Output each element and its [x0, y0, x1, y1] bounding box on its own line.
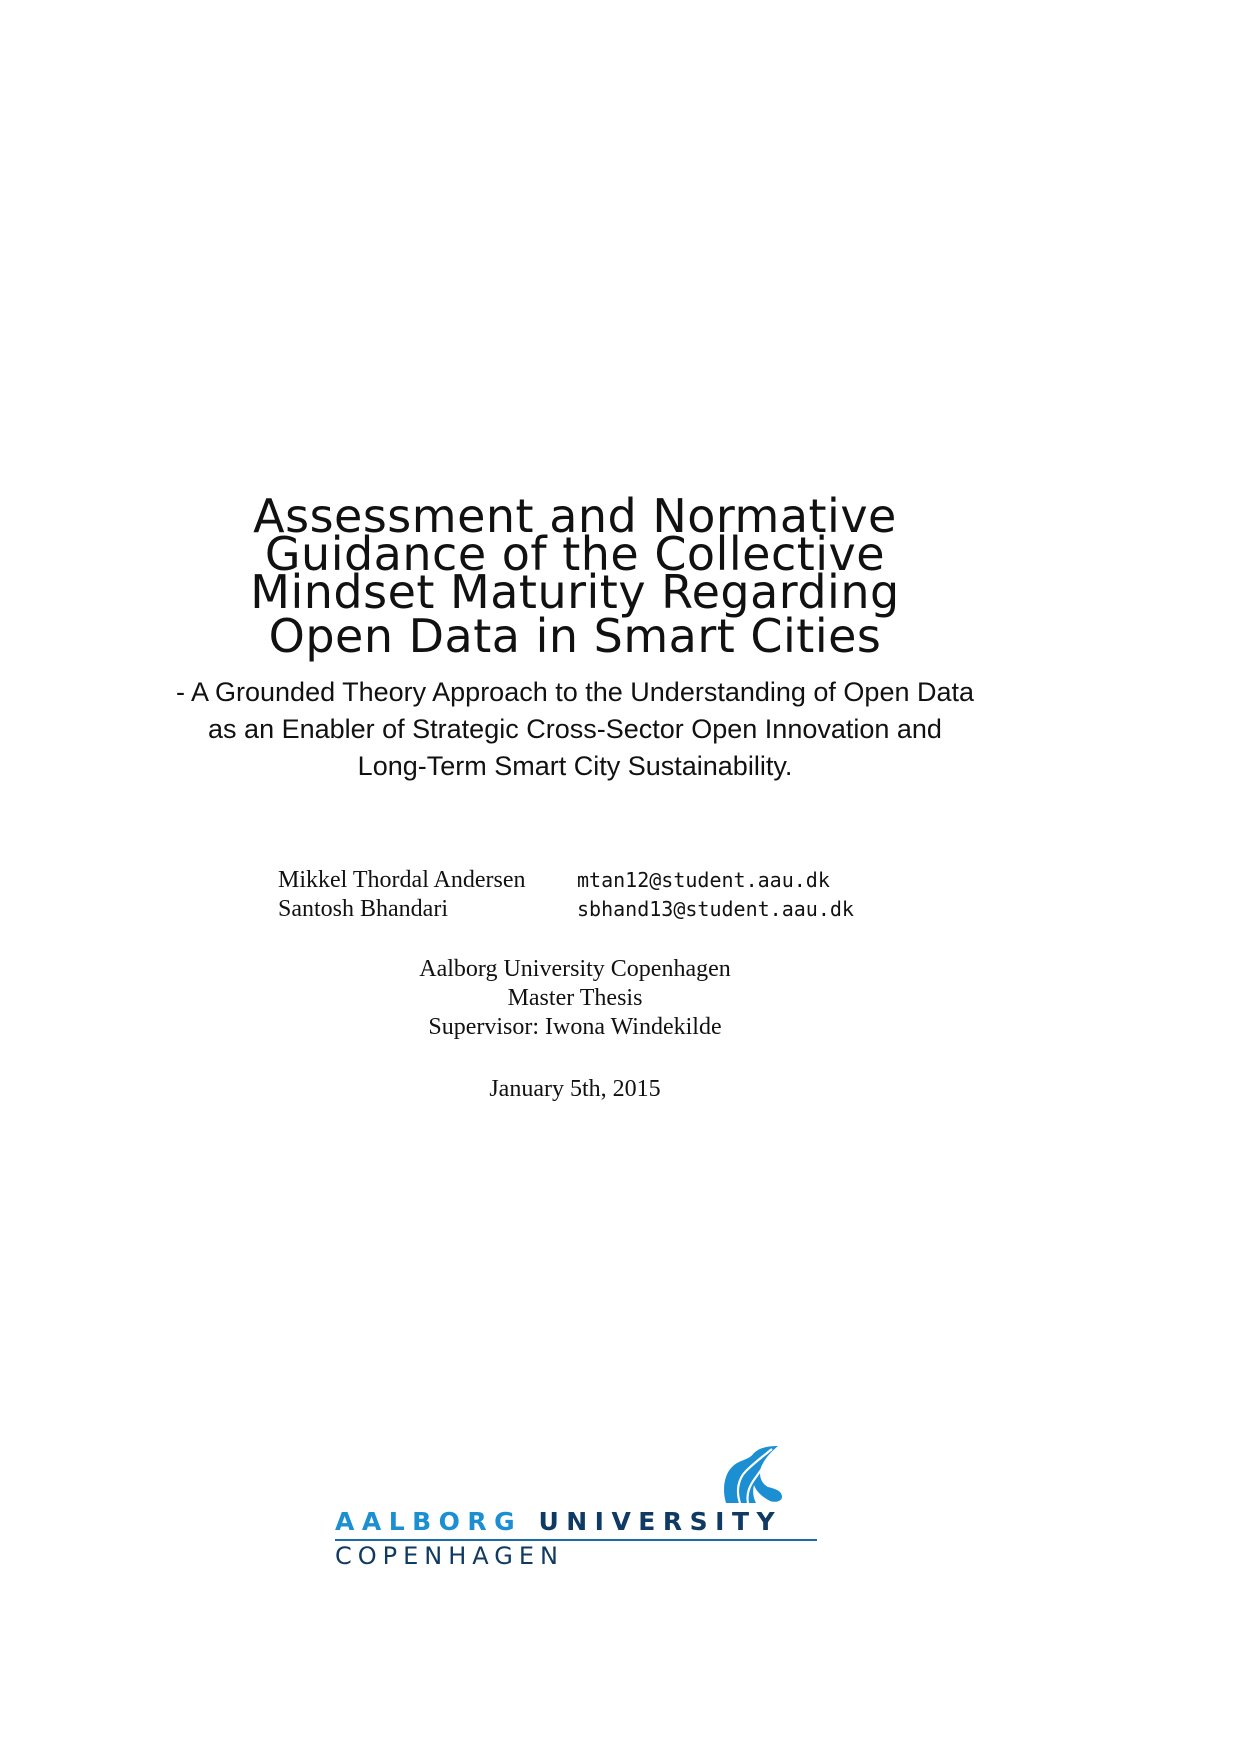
- author-email: sbhand13@student.aau.dk: [577, 897, 854, 921]
- subtitle-line: Long-Term Smart City Sustainability.: [357, 751, 793, 781]
- aau-waves-icon: [718, 1445, 788, 1505]
- supervisor: Supervisor: Iwona Windekilde: [428, 1014, 722, 1040]
- author-email: mtan12@student.aau.dk: [577, 868, 830, 892]
- title-line: Assessment and Normative: [253, 489, 897, 543]
- logo-campus: COPENHAGEN: [335, 1542, 564, 1570]
- institution-block: [0, 955, 1150, 1042]
- title-line: Open Data in Smart Cities: [268, 609, 882, 663]
- subtitle-line: - A Grounded Theory Approach to the Understanding of Open Data: [175, 677, 975, 707]
- logo-divider: [335, 1539, 817, 1541]
- thesis-subtitle: [0, 674, 1150, 785]
- title-line: Mindset Maturity Regarding: [250, 565, 900, 619]
- authors-table: [278, 866, 854, 924]
- thesis-type: Master Thesis: [507, 985, 643, 1011]
- author-name: Santosh Bhandari: [278, 896, 448, 922]
- author-row: [278, 895, 854, 924]
- aau-logo: [335, 1445, 820, 1570]
- logo-wordmark: AALBORG UNIVERSITY: [335, 1507, 783, 1536]
- thesis-title: [0, 489, 1150, 663]
- date: January 5th, 2015: [489, 1076, 661, 1102]
- subtitle-line: as an Enabler of Strategic Cross-Sector Open Innovation and: [208, 714, 942, 744]
- university: Aalborg University Copenhagen: [419, 956, 731, 982]
- title-line: Guidance of the Collective: [264, 527, 886, 581]
- author-name: Mikkel Thordal Andersen: [278, 867, 526, 893]
- author-row: [278, 866, 854, 895]
